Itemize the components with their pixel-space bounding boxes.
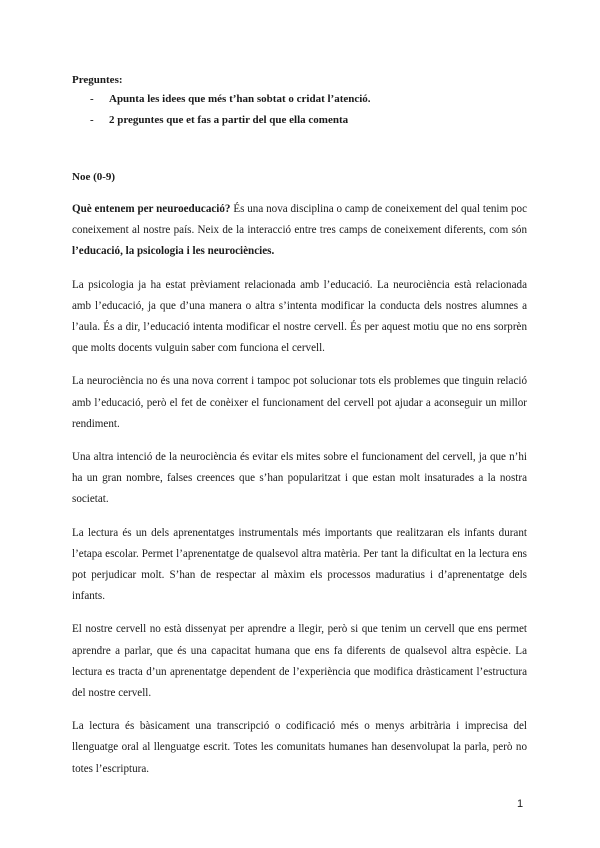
list-dash: -	[90, 114, 94, 126]
question-item	[72, 110, 532, 131]
paragraph: Una altra intenció de la neurociència és evitar els mites sobre el funcionament del cervell, ja que n’hi ha un gran nombre, falses creences que s’han popularitzat i que estan molt insaturades a la nostra societat.	[72, 451, 527, 506]
body-text	[72, 199, 527, 792]
paragraph-text: És una nova disciplina o camp de coneixement del qual tenim poc coneixement al nostre país. Neix de la interacció entre tres camps de coneixement diferents, com són	[72, 203, 528, 237]
question-item	[72, 89, 532, 110]
paragraph: La lectura és un dels aprenentatges instrumentals més importants que realitzaran els infants durant l’etapa escolar. Permet l’aprenentatge de qualsevol altra matèria. Per tant la dificultat en la lectura ens pot perjudicar molt. S’han de respectar al màxim els processos maduratius i d’aprenentatge dels infants.	[72, 526, 527, 603]
questions-block	[72, 71, 532, 131]
paragraph: La lectura és bàsicament una transcripció o codificació més o menys arbitrària i imprecisa del llenguatge oral al llenguatge escrit. Totes les comunitats humanes han desenvolupat la parla, però no totes l’escriptura.	[72, 720, 527, 775]
paragraph: El nostre cervell no està dissenyat per aprendre a llegir, però si que tenim un cervell que ens permet aprendre a parlar, que és una capacitat humana que ens fa diferents de qualsevol altra espècie. La lectura es tracta d’un aprenentatge dependent de l’experiència que modifica dràsticament l’estructura del nostre cervell.	[72, 623, 527, 700]
question-text: 2 preguntes que et fas a partir del que ella comenta	[109, 114, 349, 126]
list-dash: -	[90, 93, 94, 105]
questions-title: Preguntes:	[72, 74, 123, 86]
section-title: Noe (0-9)	[72, 171, 116, 183]
paragraph-lead-question: Què entenem per neuroeducació?	[72, 203, 231, 215]
question-text: Apunta les idees que més t’han sobtat o cridat l’atenció.	[109, 93, 371, 105]
paragraph	[72, 199, 527, 263]
page-number: 1	[517, 798, 524, 810]
paragraph: La neurociència no és una nova corrent i tampoc pot solucionar tots els problemes que tinguin relació amb l’educació, però el fet de conèixer el funcionament del cervell pot ajudar a aconseguir un millor rendiment.	[72, 375, 527, 430]
paragraph-bold-text: l’educació, la psicologia i les neurociències.	[72, 245, 275, 258]
paragraph: La psicologia ja ha estat prèviament relacionada amb l’educació. La neurociència està relacionada amb l’educació, ja que d’una manera o altra s’intenta modificar la conducta dels nostres alumnes a l’aula. És a dir, l’educació intenta modificar el nostre cervell. És per aquest motiu que no ens sorprèn que molts docents vulguin saber com funciona el cervell.	[72, 278, 527, 355]
